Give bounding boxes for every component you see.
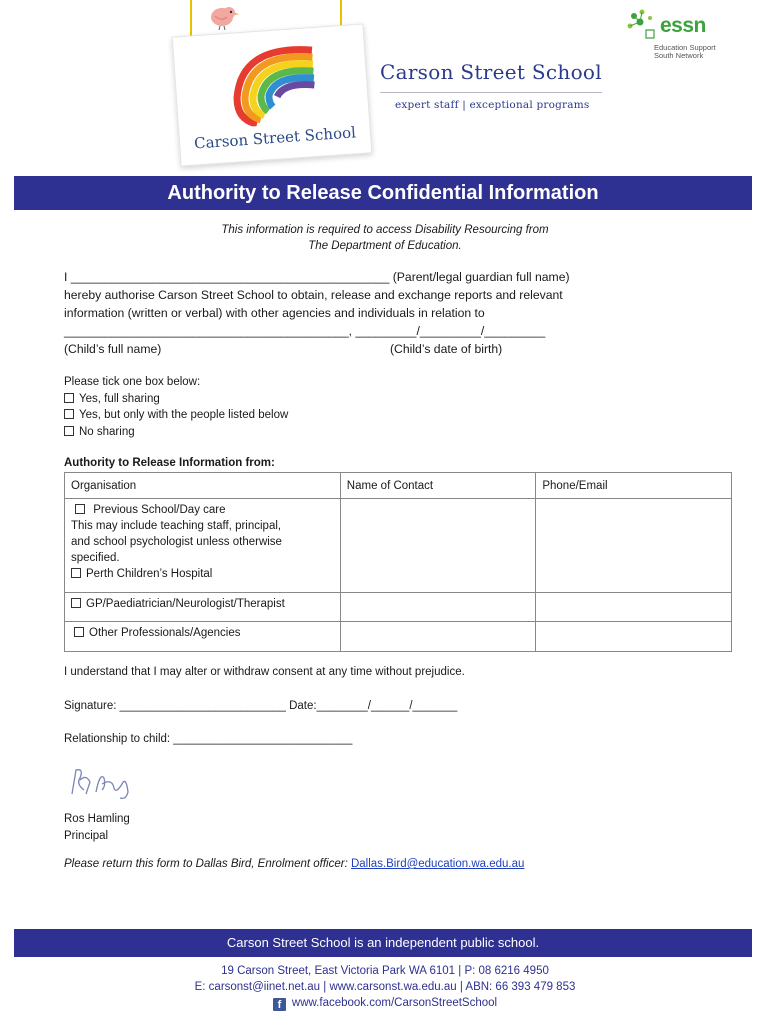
child-details-line[interactable]: __________________________________________, _________/_________/_________ bbox=[64, 324, 546, 338]
org-cell-other: Other Professionals/Agencies bbox=[65, 622, 341, 652]
consent-statement: I understand that I may alter or withdraw consent at any time without prejudice. bbox=[64, 666, 465, 678]
table-row bbox=[65, 499, 732, 593]
contact-cell[interactable] bbox=[340, 593, 536, 622]
essn-wordmark: essn bbox=[660, 14, 706, 37]
footer-contact bbox=[0, 963, 770, 1011]
facebook-link[interactable]: www.facebook.com/CarsonStreetSchool bbox=[291, 997, 498, 1009]
signatory bbox=[64, 811, 130, 845]
child-dob-label: (Child’s date of birth) bbox=[390, 342, 503, 356]
enrolment-email-link[interactable]: Dallas.Bird@education.wa.edu.au bbox=[350, 858, 525, 870]
checkbox[interactable] bbox=[64, 393, 74, 403]
authority-table bbox=[64, 472, 732, 652]
org-cell-previous-school: Previous School/Day care This may include teaching staff, principal, and school psychologist unless otherwise specified. Perth Children’s Hospital bbox=[65, 499, 341, 593]
option-full-sharing[interactable]: Yes, full sharing bbox=[64, 391, 288, 408]
contact-cell[interactable] bbox=[340, 622, 536, 652]
signature-date-line[interactable]: Signature: __________________________ Date:________/______/_______ bbox=[64, 700, 458, 712]
essn-subtitle: Education Support South Network bbox=[654, 43, 716, 60]
table-row bbox=[65, 622, 732, 652]
table-header-row bbox=[65, 473, 732, 499]
school-logo-card bbox=[172, 23, 373, 166]
form-title: Authority to Release Confidential Information bbox=[14, 176, 752, 210]
table-row bbox=[65, 593, 732, 622]
option-partial-sharing[interactable]: Yes, but only with the people listed below bbox=[64, 407, 288, 424]
org-cell-gp: GP/Paediatrician/Neurologist/Therapist bbox=[65, 593, 341, 622]
table-heading: Authority to Release Information from: bbox=[64, 457, 275, 469]
rainbow-logo-icon bbox=[212, 41, 327, 128]
checkbox[interactable] bbox=[74, 627, 84, 637]
tick-instruction: Please tick one box below: bbox=[64, 376, 201, 388]
footer-email-web[interactable]: E: carsonst@iinet.net.au | www.carsonst.wa.edu.au | ABN: 66 393 479 853 bbox=[194, 981, 576, 993]
guardian-name-line[interactable]: I _______________________________________________ (Parent/legal guardian full name) bbox=[64, 270, 570, 284]
header-phone-email: Phone/Email bbox=[536, 473, 732, 499]
footer-address: 19 Carson Street, East Victoria Park WA 6101 | P: 08 6216 4950 bbox=[221, 965, 549, 977]
checkbox[interactable] bbox=[64, 426, 74, 436]
phone-email-cell[interactable] bbox=[536, 499, 732, 593]
phone-email-cell[interactable] bbox=[536, 622, 732, 652]
header-contact: Name of Contact bbox=[340, 473, 536, 499]
facebook-icon: f bbox=[273, 998, 286, 1011]
bird-icon bbox=[205, 4, 239, 30]
checkbox[interactable] bbox=[71, 568, 81, 578]
checkbox[interactable] bbox=[75, 504, 85, 514]
logo-caption: Carson Street School bbox=[193, 123, 357, 153]
header-organisation: Organisation bbox=[65, 473, 341, 499]
principal-signature-icon bbox=[66, 764, 138, 804]
return-instruction: Please return this form to Dallas Bird, Enrolment officer: Dallas.Bird@education.wa.edu.au bbox=[64, 858, 525, 870]
signatory-role: Principal bbox=[64, 830, 109, 842]
brand-tagline: expert staff | exceptional programs bbox=[395, 99, 590, 111]
signatory-name: Ros Hamling bbox=[64, 813, 130, 825]
checkbox[interactable] bbox=[71, 598, 81, 608]
relationship-line[interactable]: Relationship to child: ____________________________ bbox=[64, 733, 353, 745]
option-no-sharing[interactable]: No sharing bbox=[64, 424, 288, 441]
child-name-label: (Child’s full name) bbox=[64, 342, 162, 356]
checkbox[interactable] bbox=[64, 409, 74, 419]
intro-text: This information is required to access Disability Resourcing from The Department of Education. bbox=[221, 224, 549, 252]
footer-banner: Carson Street School is an independent public school. bbox=[14, 929, 752, 957]
authorisation-paragraph: I _______________________________________________ (Parent/legal guardian full name) hereby authorise Carson Street School to obtain, release and exchange reports and relevant information (written or verbal) with other agencies and individuals in relation to __________________________________________, _________/_________/_________ (Child’s full name) (Child’s date of birth) bbox=[64, 270, 570, 356]
phone-email-cell[interactable] bbox=[536, 593, 732, 622]
essn-logo bbox=[626, 8, 746, 68]
brand-title: Carson Street School bbox=[380, 60, 602, 84]
brand-divider bbox=[380, 92, 602, 93]
sharing-options bbox=[64, 374, 288, 440]
contact-cell[interactable] bbox=[340, 499, 536, 593]
